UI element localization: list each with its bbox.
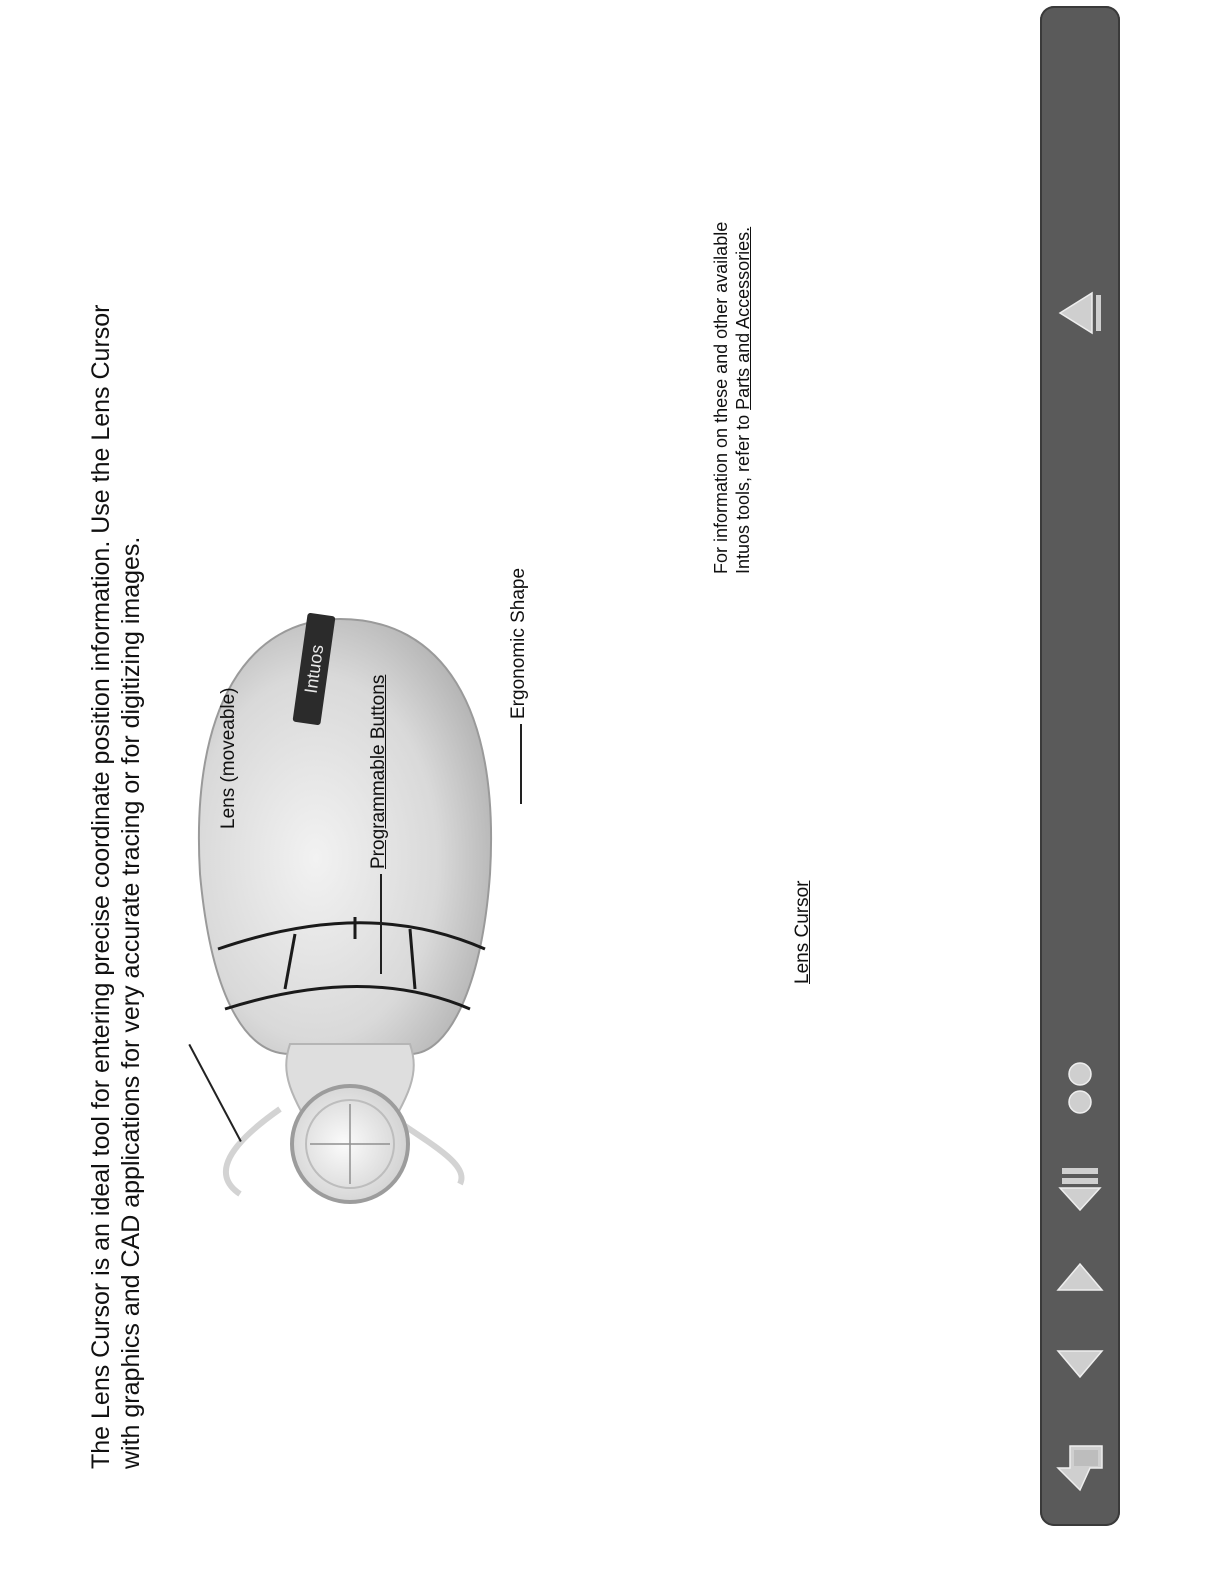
back-icon[interactable] <box>1052 1160 1108 1216</box>
next-page-icon[interactable] <box>1052 1260 1108 1316</box>
brand-label: Intuos <box>300 643 328 695</box>
cursor-body <box>199 619 491 1054</box>
intro-line-2: with graphics and CAD applications for very accurate tracing or for digitizing images. <box>117 536 145 1469</box>
programmable-buttons-link[interactable]: Programmable Buttons <box>368 674 389 869</box>
up-icon[interactable] <box>1052 285 1108 341</box>
info-note <box>710 222 754 574</box>
lens-cursor-illustration <box>170 584 770 1204</box>
home-icon[interactable] <box>1052 1440 1108 1496</box>
lens-callout: Lens (moveable) <box>218 687 239 829</box>
shape-leader-line <box>520 724 522 804</box>
info-line-2 <box>732 222 754 574</box>
info-line-2-prefix: Intuos tools, refer to <box>733 409 753 574</box>
intro-line-1: The Lens Cursor is an ideal tool for entering precise coordinate position information. Use the Lens Cursor <box>87 304 115 1469</box>
lens-cursor-caption-link[interactable]: Lens Cursor <box>792 880 813 984</box>
intro-paragraph <box>86 49 146 1469</box>
ergonomic-shape-callout: Ergonomic Shape <box>508 567 529 719</box>
buttons-leader-line <box>380 874 382 974</box>
parts-and-accessories-link[interactable]: Parts and Accessories. <box>733 226 753 410</box>
circle-icon[interactable] <box>1052 1060 1108 1116</box>
info-line-1: For information on these and other available <box>711 221 731 574</box>
cord-left <box>226 1109 280 1194</box>
previous-page-icon[interactable] <box>1052 1325 1108 1381</box>
navigation-bar <box>1040 6 1120 1526</box>
